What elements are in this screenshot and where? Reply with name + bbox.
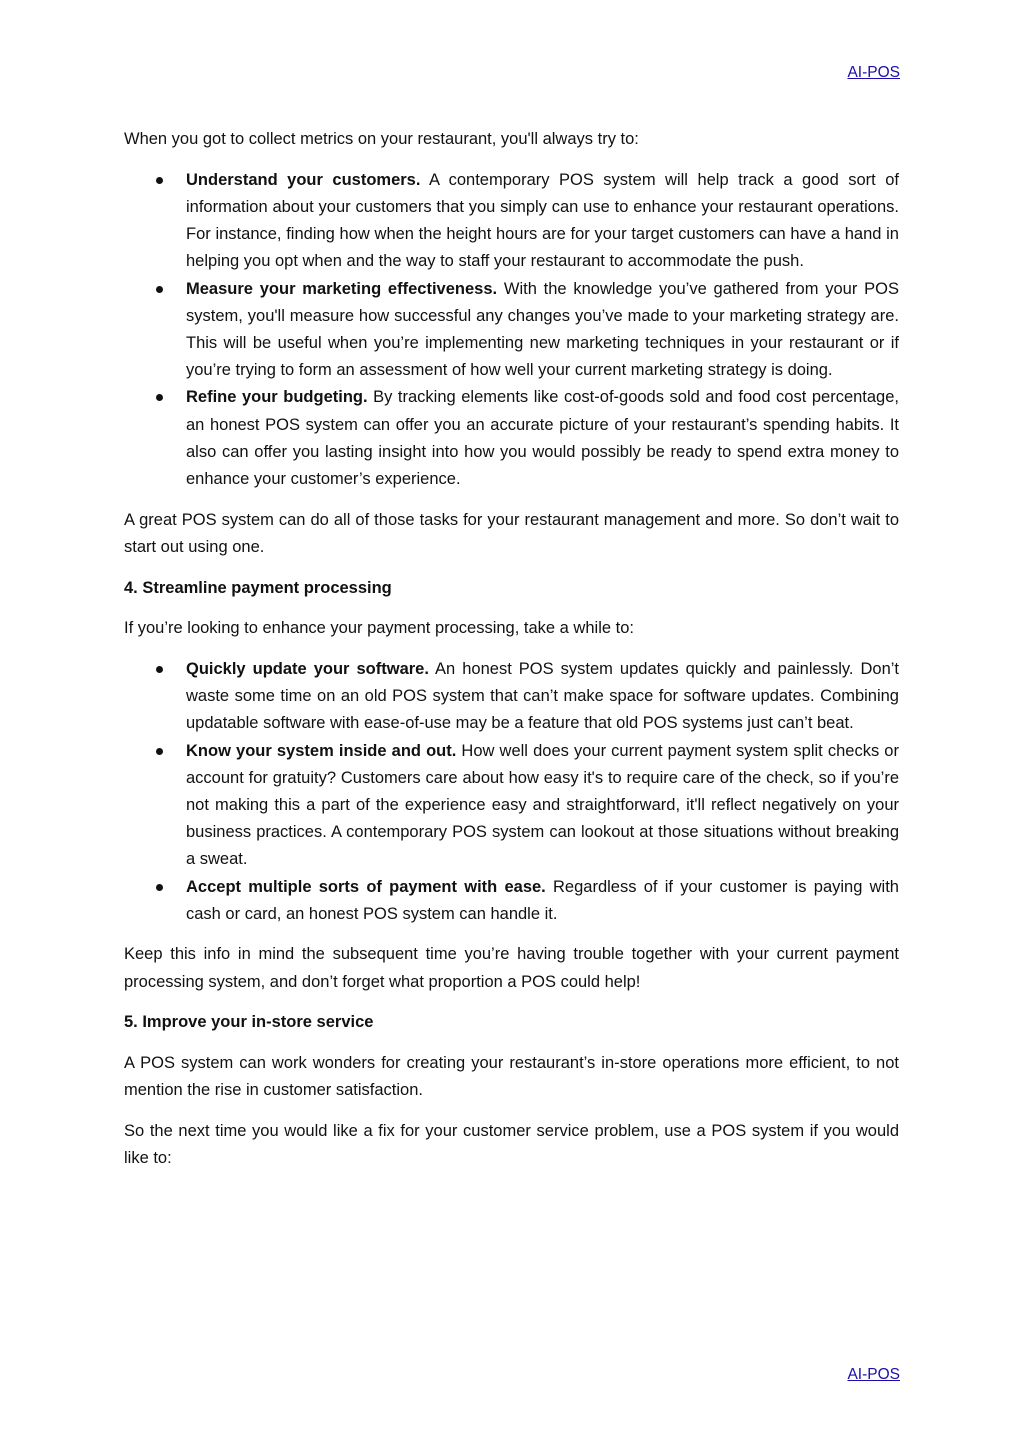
list-item-text: By tracking elements like cost-of-goods sold and food cost percentage, an honest POS system can offer you an accurate picture of your restaurant’s spending habits. It also can offer you lasting insight into how you would possibly be ready to spend extra money to enhance your customer’s experience. (186, 388, 899, 488)
list-item (124, 167, 899, 276)
list-item-text: A contemporary POS system will help track a good sort of information about your customers that you simply can use to enhance your restaurant operations. For instance, finding how when the height hours are for your target customers can have a hand in helping you opt when and the way to staff your restaurant to accommodate the push. (186, 170, 899, 271)
payment-summary-paragraph: Keep this info in mind the subsequent time you’re having trouble together with your current payment processing system, and don’t forget what proportion a POS could help! (124, 945, 899, 991)
bullet-icon (156, 177, 163, 184)
payment-list (124, 656, 899, 928)
list-item-text: How well does your current payment system split checks or account for gratuity? Customers care about how easy it's to require care of the check, so if you’re not making this a part of the experience easy and straightforward, it'll reflect negatively on your business practices. A contemporary POS system can lookout at those situations without breaking a sweat. (186, 741, 899, 869)
document-body (124, 126, 899, 1186)
bullet-icon (156, 666, 163, 673)
list-item (124, 738, 899, 874)
closing-paragraph: So the next time you would like a fix for your customer service problem, use a POS system if you would like to: (124, 1122, 899, 1168)
bullet-icon (156, 394, 163, 401)
bullet-icon (156, 884, 163, 891)
list-item-text: Regardless of if your customer is paying with cash or card, an honest POS system can handle it. (186, 877, 899, 923)
list-item-title: Know your system inside and out. (186, 741, 457, 760)
list-item-text: An honest POS system updates quickly and painlessly. Don’t waste some time on an old POS system that can’t make space for software updates. Combining updatable software with ease-of-use may be a feature that old POS systems just can’t beat. (186, 659, 899, 733)
list-item-title: Understand your customers. (186, 170, 421, 189)
bullet-icon (156, 286, 163, 293)
footer-link[interactable]: AI-POS (847, 1366, 900, 1383)
instore-paragraph: A POS system can work wonders for creating your restaurant’s in-store operations more efficient, to not mention the rise in customer satisfaction. (124, 1054, 899, 1100)
summary-paragraph: A great POS system can do all of those tasks for your restaurant management and more. So don’t wait to start out using one. (124, 510, 899, 556)
list-item-text: With the knowledge you’ve gathered from your POS system, you'll measure how successful any changes you’ve made to your marketing strategy are. This will be useful when you’re implementing new marketing techniques in your restaurant or if you’re trying to form an assessment of how well your current marketing strategy is doing. (186, 279, 899, 380)
list-item-title: Accept multiple sorts of payment with ease. (186, 877, 546, 896)
list-item-title: Refine your budgeting. (186, 388, 368, 407)
header-link[interactable]: AI-POS (847, 64, 900, 81)
list-item (124, 874, 899, 928)
list-item-title: Measure your marketing effectiveness. (186, 279, 498, 298)
metrics-list (124, 167, 899, 493)
section-heading-5: 5. Improve your in-store service (124, 1013, 374, 1032)
payment-intro-paragraph: If you’re looking to enhance your payment processing, take a while to: (124, 619, 634, 638)
list-item-title: Quickly update your software. (186, 659, 429, 678)
list-item (124, 656, 899, 738)
list-item (124, 276, 899, 385)
bullet-icon (156, 748, 163, 755)
section-heading-4: 4. Streamline payment processing (124, 578, 392, 597)
list-item (124, 384, 899, 493)
intro-paragraph: When you got to collect metrics on your restaurant, you'll always try to: (124, 130, 639, 148)
